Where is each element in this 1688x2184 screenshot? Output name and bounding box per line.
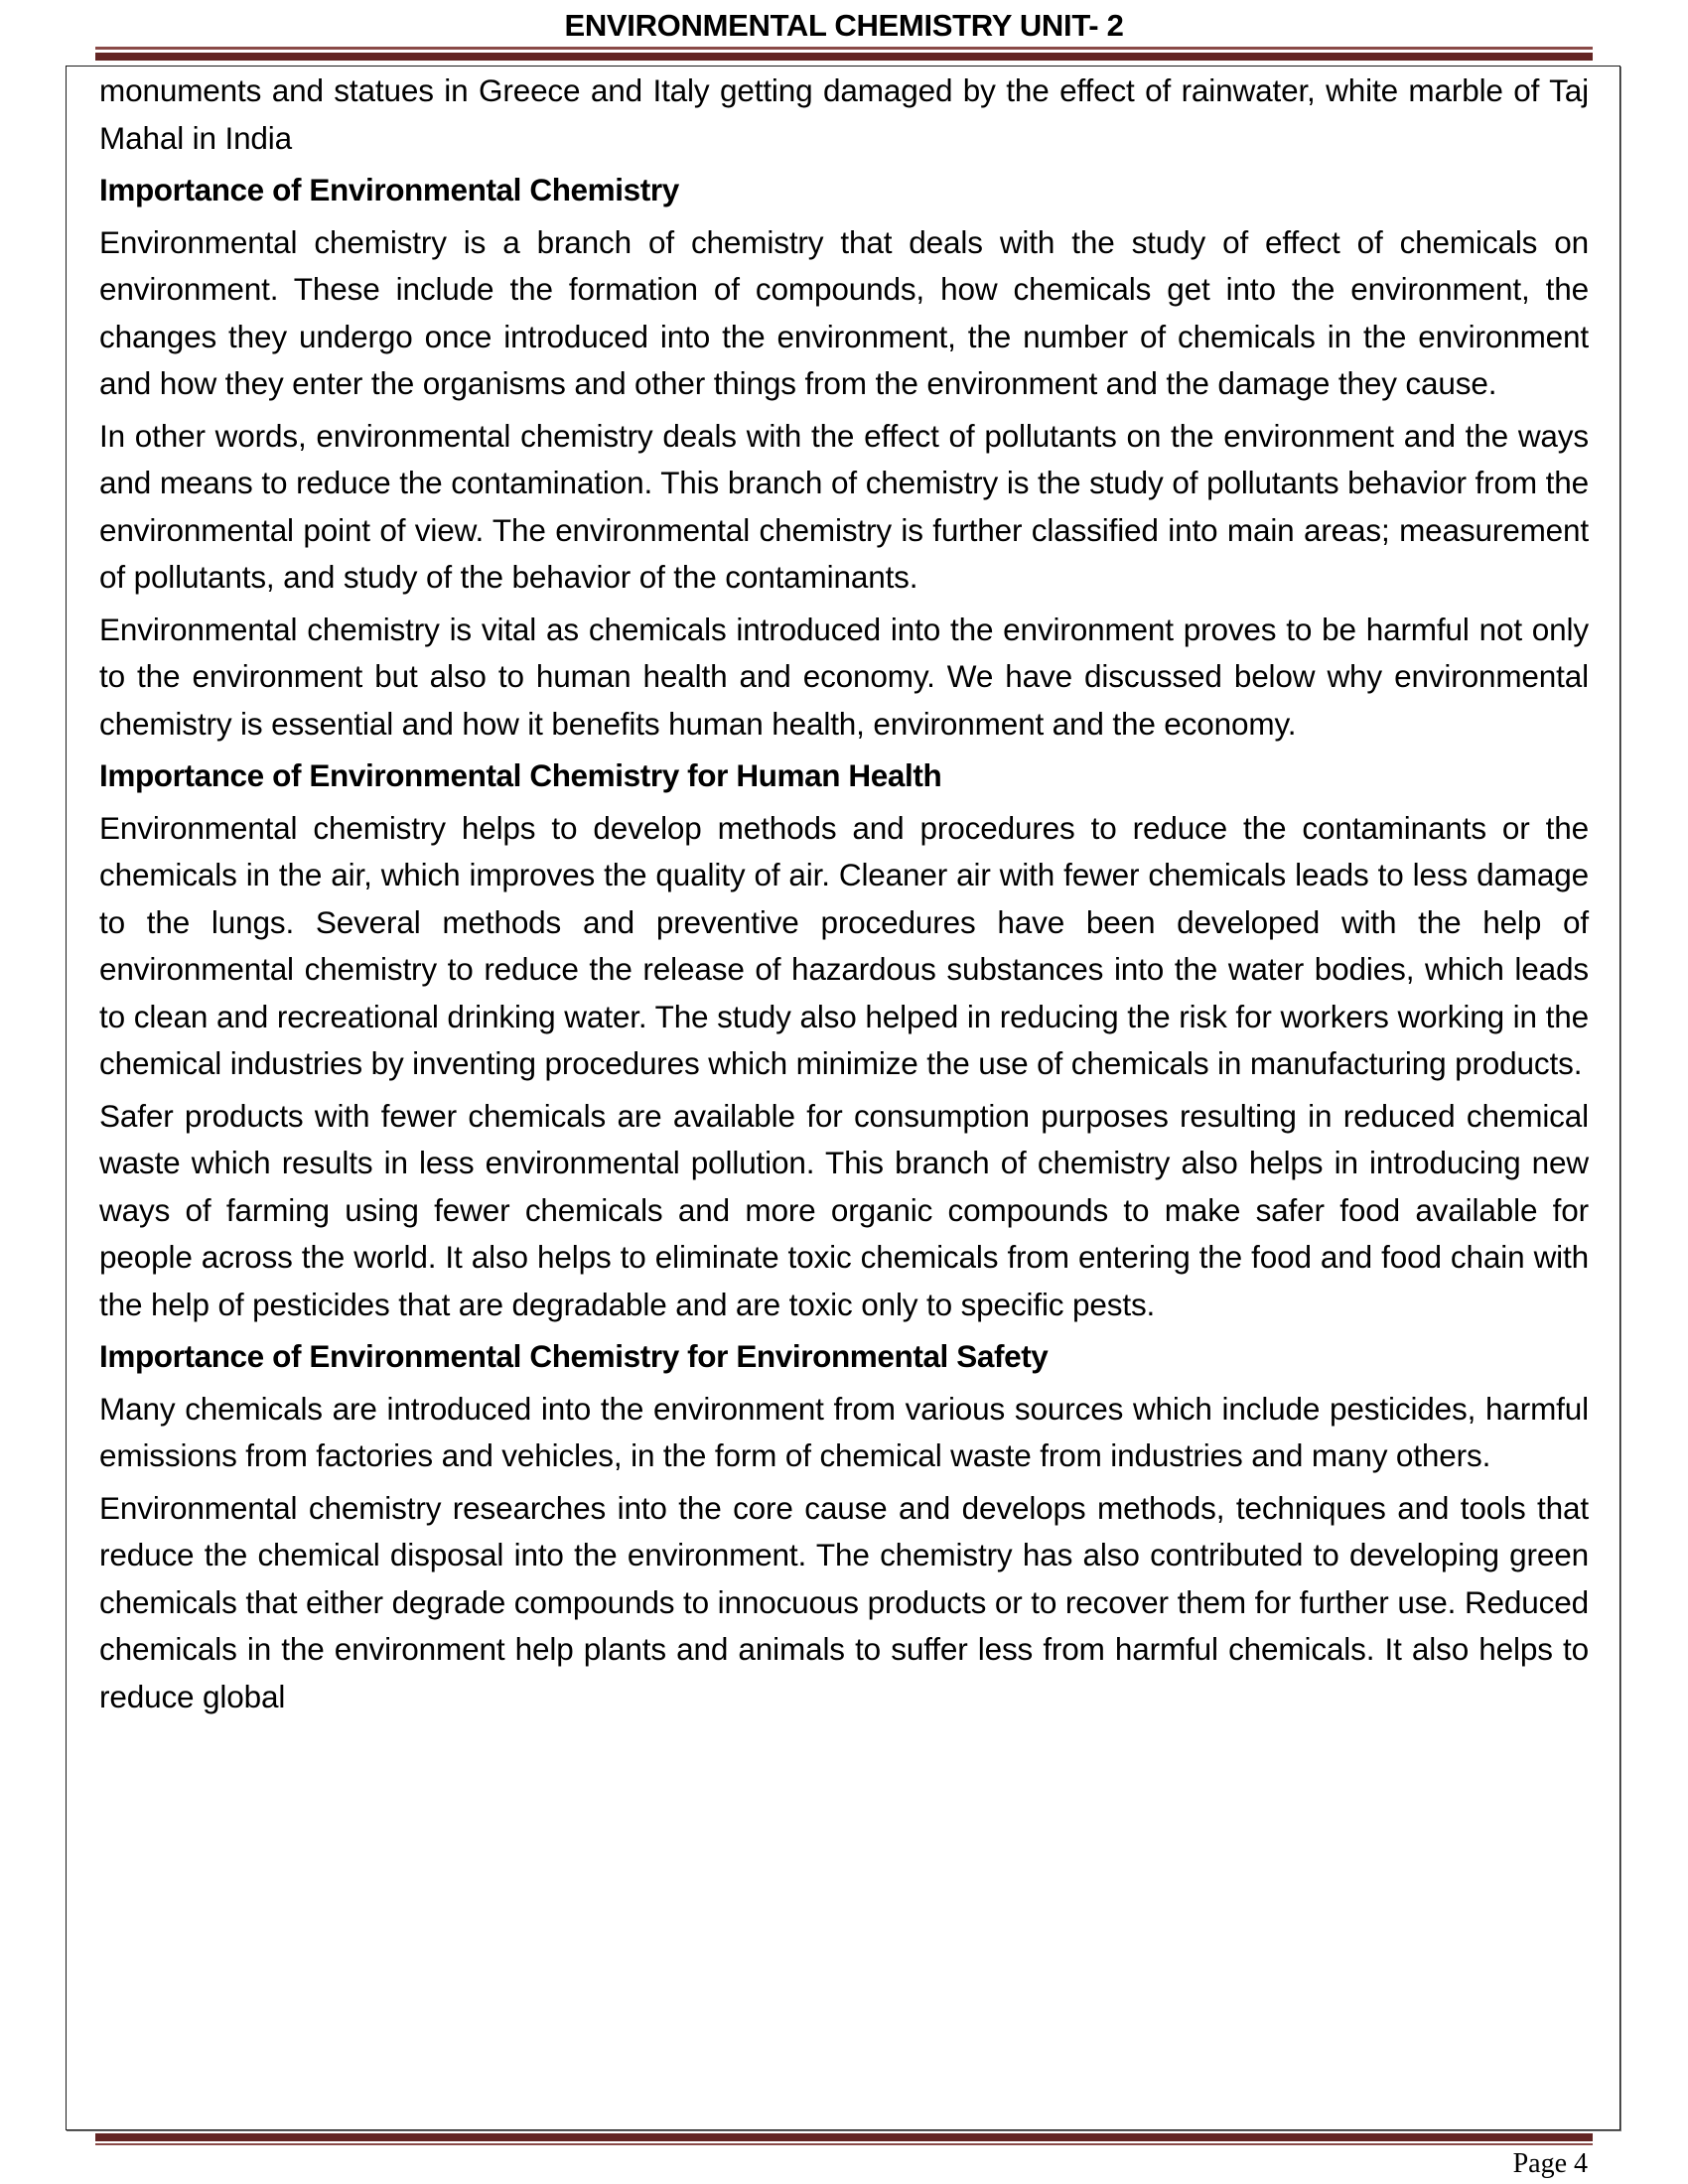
header-rule-thick (95, 53, 1593, 61)
section-heading-human-health: Importance of Environmental Chemistry for Human Health (99, 757, 942, 793)
document-title: ENVIRONMENTAL CHEMISTRY UNIT- 2 (564, 8, 1124, 43)
paragraph-definition: Environmental chemistry is a branch of chemistry that deals with the study of effect of chemicals on environment. These include the formation of compounds, how chemicals get into the environment, the changes they undergo once introduced into the environment, the number of chemicals in the environment and how they enter the organisms and other things from the environment and the damage they cause. (99, 223, 1589, 401)
paragraph-sources: Many chemicals are introduced into the environment from various sources which include pesticides, harmful emissions from factories and vehicles, in the form of chemical waste from industries and many others. (99, 1390, 1589, 1473)
section-heading-environmental-safety: Importance of Environmental Chemistry for Environmental Safety (99, 1338, 1049, 1374)
header-rule-thin (95, 47, 1593, 50)
footer-rule-thick (95, 2133, 1593, 2141)
paragraph-continued: monuments and statues in Greece and Italy getting damaged by the effect of rainwater, white marble of Taj Mahal in India (99, 72, 1589, 156)
page-content (99, 68, 1589, 1725)
paragraph-research: Environmental chemistry researches into the core cause and develops methods, techniques and tools that reduce the chemical disposal into the environment. The chemistry has also contributed to developing green chemicals that either degrade compounds to innocuous products or to recover them for further use. Reduced chemicals in the environment help plants and animals to suffer less from harmful chemicals. It also helps to reduce global (99, 1489, 1589, 1714)
page-number: Page 4 (1512, 2148, 1588, 2179)
paragraph-safer-products: Safer products with fewer chemicals are available for consumption purposes resulting in reduced chemical waste which results in less environmental pollution. This branch of chemistry also helps in introducing new ways of farming using fewer chemicals and more organic compounds to make safer food available for people across the world. It also helps to eliminate toxic chemicals from entering the food and food chain with the help of pesticides that are degradable and are toxic only to specific pests. (99, 1097, 1589, 1322)
footer-rule-thin (95, 2143, 1593, 2145)
section-heading-importance: Importance of Environmental Chemistry (99, 172, 679, 207)
paragraph-other-words: In other words, environmental chemistry deals with the effect of pollutants on the environment and the ways and means to reduce the contamination. This branch of chemistry is the study of pollutants behavior from the environmental point of view. The environmental chemistry is further classified into main areas; measurement of pollutants, and study of the behavior of the contaminants. (99, 417, 1589, 595)
paragraph-vital: Environmental chemistry is vital as chemicals introduced into the environment proves to be harmful not only to the environment but also to human health and economy. We have discussed below why environmental chemistry is essential and how it benefits human health, environment and the economy. (99, 611, 1589, 742)
paragraph-air-water: Environmental chemistry helps to develop methods and procedures to reduce the contaminants or the chemicals in the air, which improves the quality of air. Cleaner air with fewer chemicals leads to less damage to the lungs. Several methods and preventive procedures have been developed with the help of environmental chemistry to reduce the release of hazardous substances into the water bodies, which leads to clean and recreational drinking water. The study also helped in reducing the risk for workers working in the chemical industries by inventing procedures which minimize the use of chemicals in manufacturing products. (99, 809, 1589, 1081)
